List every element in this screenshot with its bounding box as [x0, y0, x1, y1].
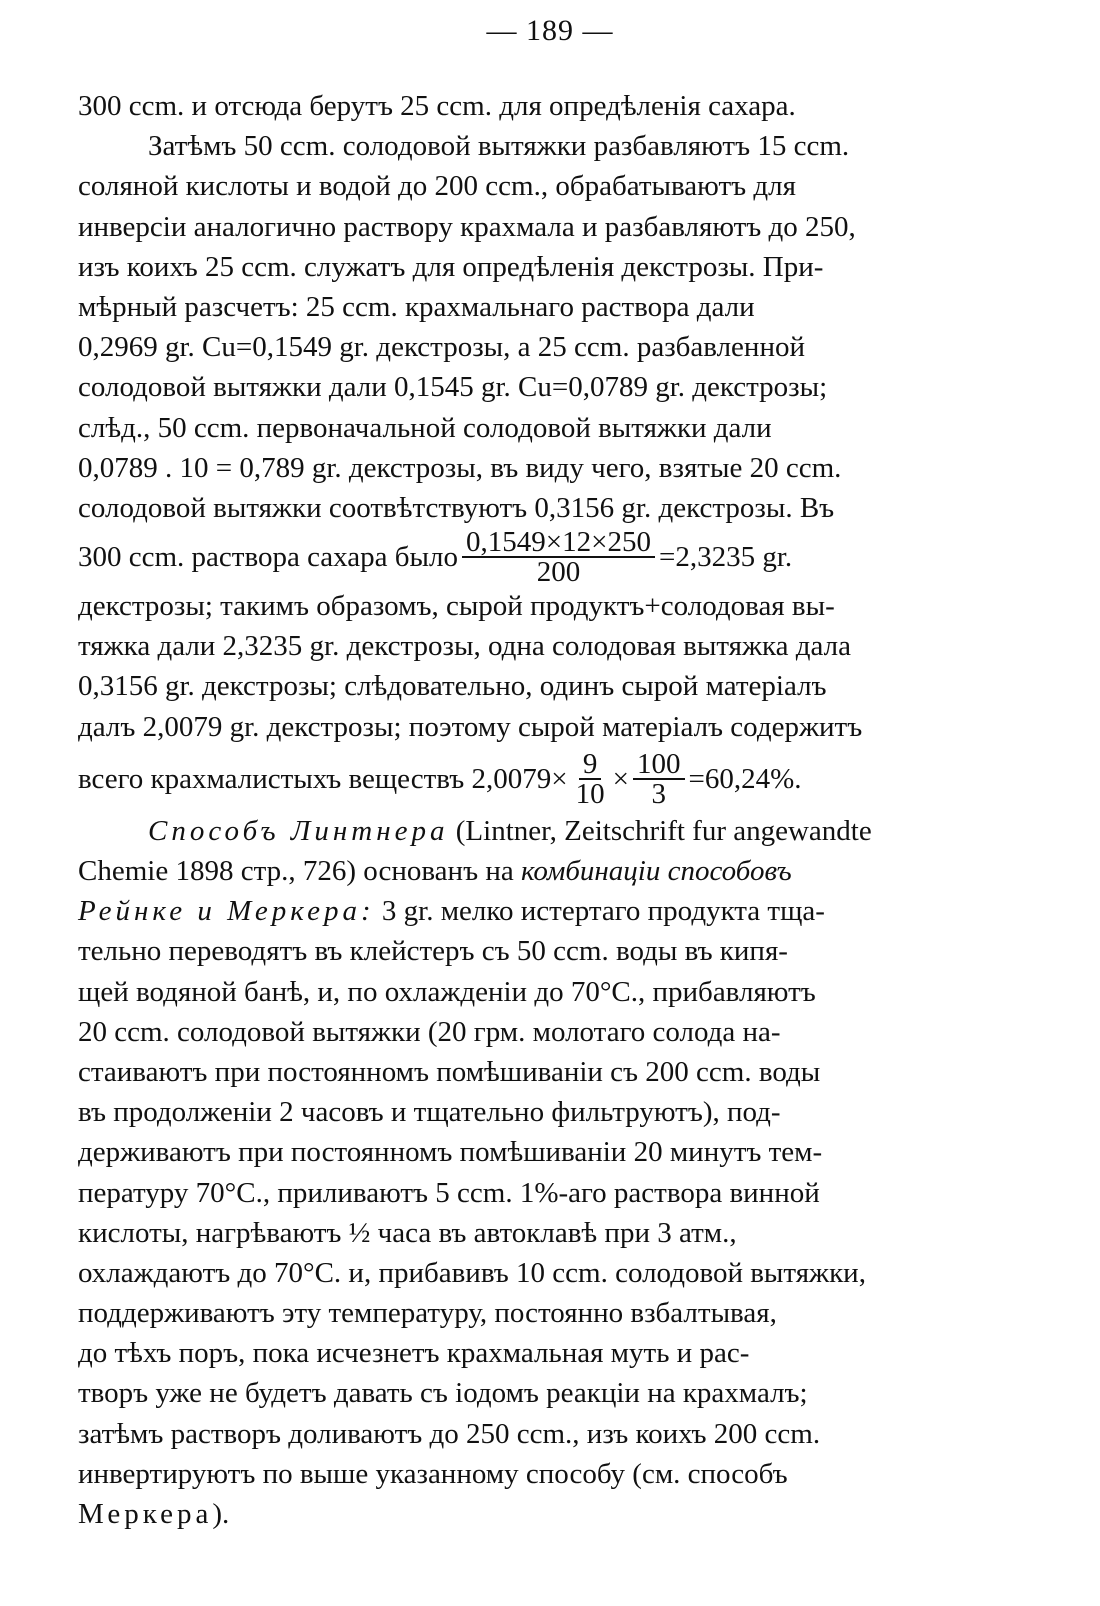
formula-2-a-denominator: 10	[575, 777, 605, 810]
text-line: декстрозы; такимъ образомъ, сырой продуктъ+солодовая вы-	[78, 590, 835, 623]
author-names: Рейнке и Меркера:	[78, 895, 375, 928]
formula-1-prefix: 300 ccm. раствора сахара было	[78, 540, 459, 573]
page-body	[78, 86, 1000, 1534]
text-line: солодовой вытяжки дали 0,1545 gr. Cu=0,0789 gr. декстрозы;	[78, 371, 828, 404]
formula-line-1	[78, 526, 1000, 589]
text-line: 300 ccm. и отсюда берутъ 25 ccm. для опредѣленія сахара.	[78, 90, 796, 122]
text-line: въ продолженіи 2 часовъ и тщательно фильтруютъ), под-	[78, 1096, 781, 1129]
text-line: 20 ccm. солодовой вытяжки (20 грм. молотаго солода на-	[78, 1015, 781, 1048]
formula-2-b-numerator: 100	[633, 750, 685, 780]
text-line: пературу 70°C., приливаютъ 5 ccm. 1%-аго раствора винной	[78, 1176, 820, 1209]
text-line	[78, 126, 1000, 166]
text-line: тяжка дали 2,3235 gr. декстрозы, одна солодовая вытяжка дала	[78, 630, 852, 663]
text-line: поддерживаютъ эту температуру, постоянно взбалтывая,	[78, 1297, 777, 1330]
formula-line-2	[78, 747, 1000, 811]
text-line: инверсіи аналогично раствору крахмала и разбавляютъ до 250,	[78, 210, 856, 243]
text-line: далъ 2,0079 gr. декстрозы; поэтому сырой матеріалъ содержитъ	[78, 710, 863, 743]
formula-1-fraction	[462, 526, 655, 589]
text-line: творъ уже не будетъ давать съ іодомъ реакціи на крахмалъ;	[78, 1377, 808, 1410]
formula-1-denominator: 200	[536, 556, 581, 589]
text-line: охлаждаютъ до 70°C. и, прибавивъ 10 ccm. солодовой вытяжки,	[78, 1256, 866, 1289]
last-line-tail: ).	[212, 1498, 230, 1530]
text-line-content: 3 gr. мелко истертаго продукта тща-	[381, 895, 825, 928]
formula-2-a-numerator: 9	[579, 750, 602, 780]
paragraph-2-line-2	[78, 851, 1000, 891]
text-line: 0,3156 gr. декстрозы; слѣдовательно, одинъ сырой матеріалъ	[78, 670, 827, 703]
formula-2-result: =60,24%.	[688, 762, 802, 795]
page-number: — 189 —	[486, 14, 614, 47]
text-line: солодовой вытяжки соотвѣтствуютъ 0,3156 gr. декстрозы. Въ	[78, 491, 835, 524]
text-line: мѣрный разсчетъ: 25 ccm. крахмальнаго раствора дали	[78, 290, 755, 323]
text-line: соляной кислоты и водой до 200 ccm., обрабатываютъ для	[78, 170, 796, 203]
formula-2-prefix: всего крахмалистыхъ веществъ 2,0079×	[78, 762, 568, 795]
text-line: тельно переводятъ въ клейстеръ съ 50 ccm. воды въ кипя-	[78, 935, 788, 968]
last-line	[78, 1494, 1000, 1534]
formula-2-fraction-a	[572, 747, 609, 810]
text-line: щей водяной банѣ, и, по охлажденіи до 70°C., прибавляютъ	[78, 975, 816, 1008]
text-line: слѣд., 50 ccm. первоначальной солодовой вытяжки дали	[78, 411, 772, 444]
text-line: инвертируютъ по выше указанному способу (см. способъ	[78, 1457, 788, 1490]
text-line: кислоты, нагрѣваютъ ½ часа въ автоклавѣ при 3 атм.,	[78, 1216, 737, 1249]
reference: (Lintner, Zeitschrift fur angewandte	[455, 814, 872, 847]
method-name: Способъ Линтнера	[148, 814, 449, 847]
text-line: стаиваютъ при постоянномъ помѣшиваніи съ 200 ccm. воды	[78, 1055, 821, 1088]
text-line: затѣмъ растворъ доливаютъ до 250 ccm., изъ коихъ 200 ccm.	[78, 1417, 821, 1450]
formula-2-fraction-b	[633, 747, 685, 810]
formula-2-b-denominator: 3	[651, 777, 666, 810]
text-line: до тѣхъ поръ, пока исчезнетъ крахмальная муть и рас-	[78, 1337, 750, 1370]
merker-name: Меркера	[78, 1498, 213, 1530]
formula-1-result: =2,3235 gr.	[658, 540, 793, 573]
paragraph-2-line-3	[78, 891, 1000, 931]
text-line: 0,0789 . 10 = 0,789 gr. декстрозы, въ виду чего, взятые 20 ccm.	[78, 451, 842, 484]
formula-1-numerator: 0,1549×12×250	[462, 528, 655, 558]
paragraph-2-line-1	[78, 811, 1000, 851]
reference-tail: Chemie 1898 стр., 726) основанъ на	[78, 855, 514, 887]
formula-2-times: ×	[612, 762, 629, 795]
text-line: изъ коихъ 25 ccm. служатъ для опредѣленія декстрозы. При-	[78, 250, 824, 283]
combination-phrase: комбинаціи способовъ	[520, 855, 792, 887]
text-line-content: Затѣмъ 50 ccm. солодовой вытяжки разбавляютъ 15 ccm.	[148, 130, 850, 163]
text-line: держиваютъ при постоянномъ помѣшиваніи 20 минутъ тем-	[78, 1136, 823, 1169]
text-line: 0,2969 gr. Cu=0,1549 gr. декстрозы, а 25 ccm. разбавленной	[78, 331, 805, 364]
